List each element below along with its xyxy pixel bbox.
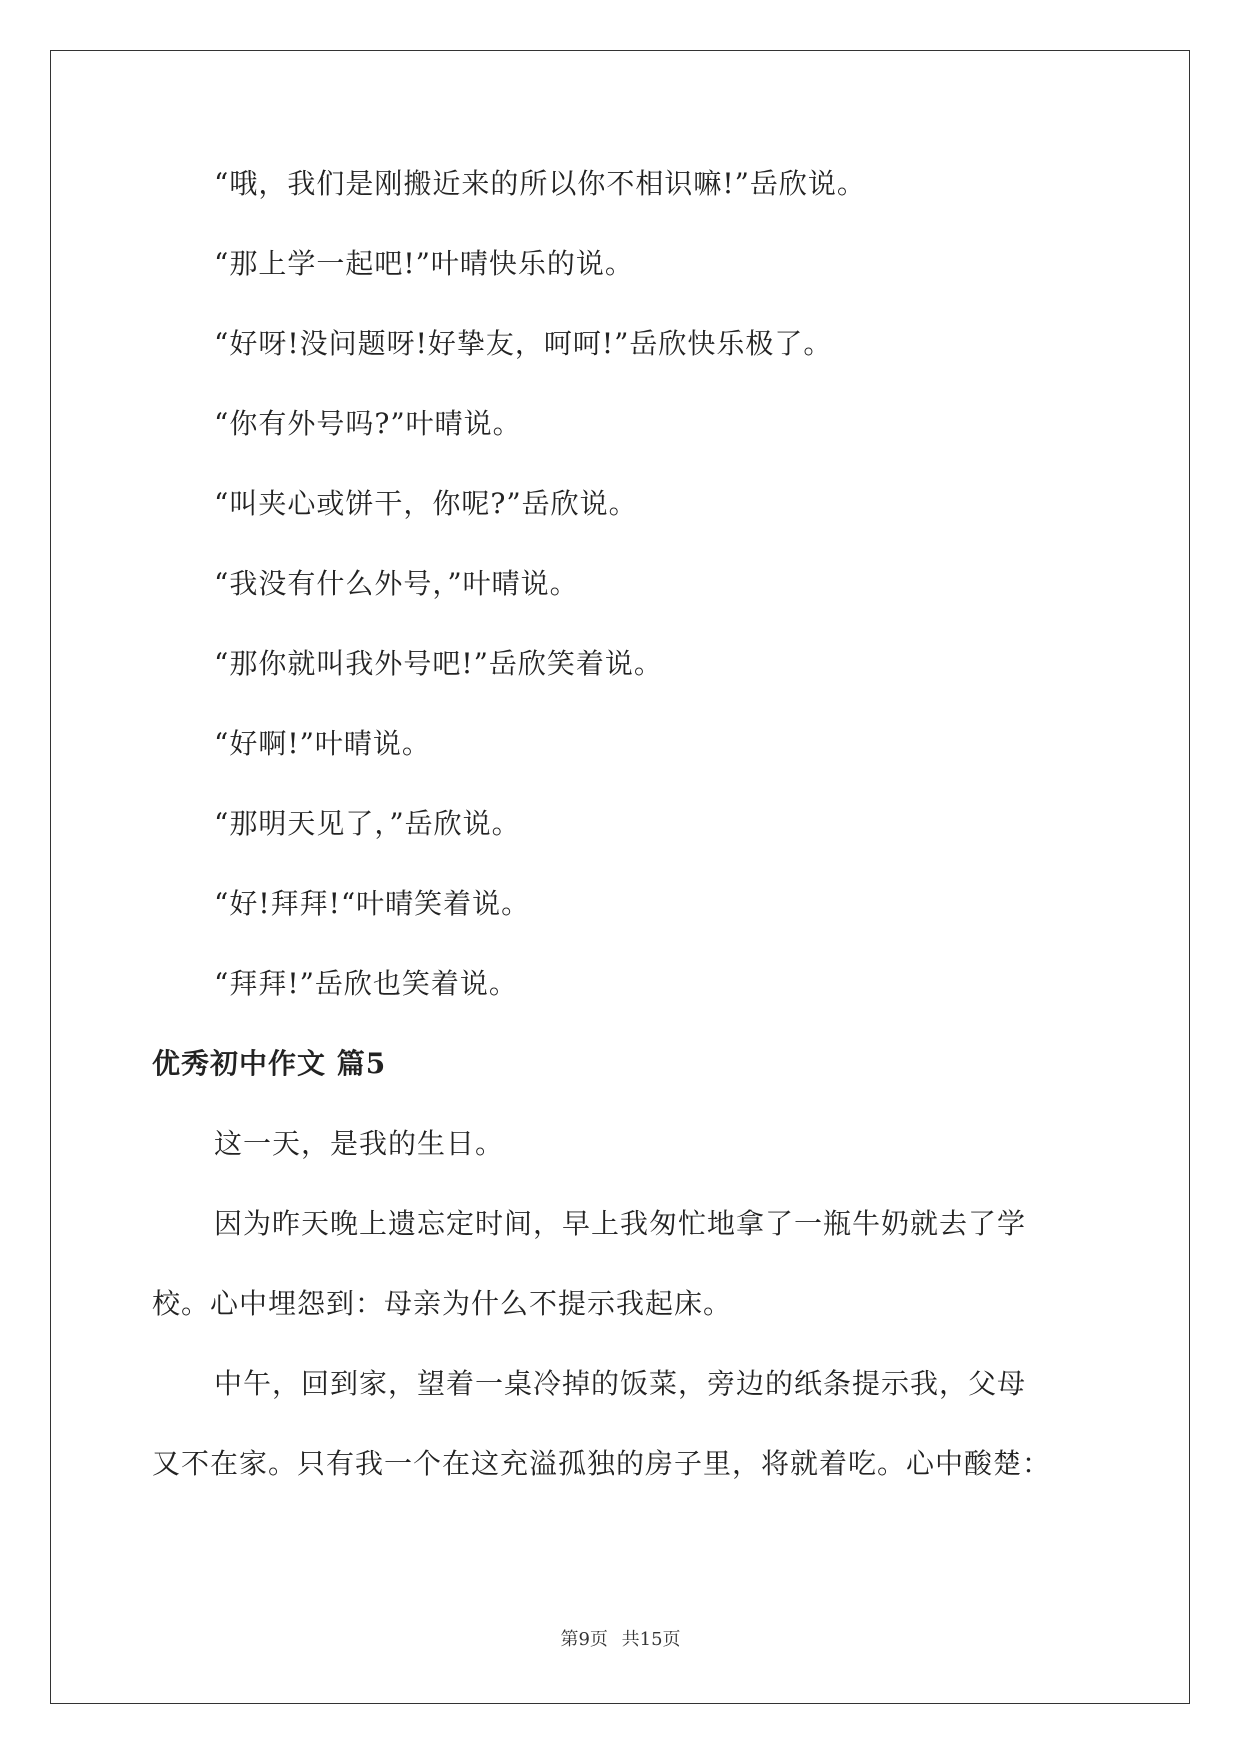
dialogue-line-11: “拜拜!”岳欣也笑着说。 [214,967,518,1000]
dialogue-line-9: “那明天见了，”岳欣说。 [214,807,521,840]
dialogue-line-4: “你有外号吗?”叶晴说。 [214,407,522,440]
dialogue-line-2: “那上学一起吧!”叶晴快乐的说。 [214,247,634,280]
essay-paragraph-3-line-2: 又不在家。只有我一个在这充溢孤独的房子里，将就着吃。心中酸楚： [152,1447,1052,1480]
section-heading: 优秀初中作文 篇5 [152,1047,387,1080]
essay-paragraph-3-line-1: 中午，回到家，望着一桌冷掉的饭菜，旁边的纸条提示我，父母 [214,1367,1027,1400]
essay-paragraph-2-line-2: 校。心中埋怨到：母亲为什么不提示我起床。 [152,1287,733,1320]
dialogue-line-6: “我没有什么外号，”叶晴说。 [214,567,579,600]
essay-paragraph-1: 这一天，是我的生日。 [214,1127,505,1160]
page-number: 第9页 [560,1629,608,1650]
dialogue-line-8: “好啊!”叶晴说。 [214,727,431,760]
essay-paragraph-2-line-1: 因为昨天晚上遗忘定时间，早上我匆忙地拿了一瓶牛奶就去了学 [214,1207,1027,1240]
document-body [152,165,1092,1483]
dialogue-line-7: “那你就叫我外号吧!”岳欣笑着说。 [214,647,663,680]
dialogue-line-10: “好!拜拜!“叶晴笑着说。 [214,887,531,920]
page-total: 共15页 [621,1629,681,1650]
page-footer [0,1625,1241,1651]
dialogue-line-5: “叫夹心或饼干，你呢?”岳欣说。 [214,487,638,520]
dialogue-line-3: “好呀!没问题呀!好挚友，呵呵!”岳欣快乐极了。 [214,327,833,360]
dialogue-line-1: “哦，我们是刚搬近来的所以你不相识嘛!”岳欣说。 [214,167,866,200]
